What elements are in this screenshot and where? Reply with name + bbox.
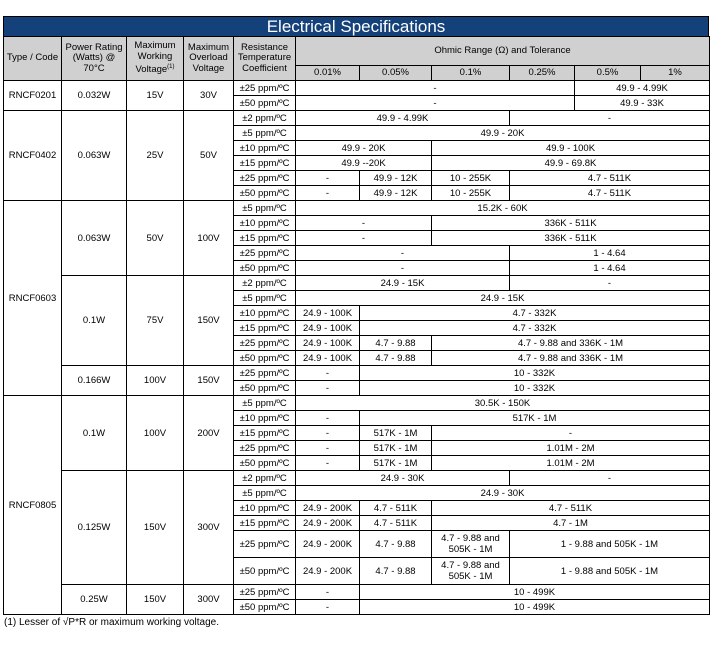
overload-voltage-cell: 150V — [184, 366, 234, 396]
header-max-working-voltage: Maximum Working Voltage$^{(1)}$ — [127, 37, 184, 81]
range-cell: 517K - 1M — [360, 426, 432, 441]
range-cell: 49.9 - 4.99K — [575, 81, 710, 96]
tcr-cell: ±15 ppm/ºC — [234, 231, 296, 246]
range-cell: - — [296, 585, 360, 600]
tcr-cell: ±50 ppm/ºC — [234, 96, 296, 111]
range-cell: 4.7 - 9.88 and 505K - 1M — [432, 531, 510, 558]
range-cell: 1 - 9.88 and 505K - 1M — [510, 531, 710, 558]
range-cell: 49.9 - 69.8K — [432, 156, 710, 171]
header-ohmic-range: Ohmic Range (Ω) and Tolerance — [296, 37, 710, 66]
range-cell: - — [296, 96, 575, 111]
range-cell: 10 - 255K — [432, 186, 510, 201]
tcr-cell: ±25 ppm/ºC — [234, 246, 296, 261]
range-cell: 24.9 - 100K — [296, 321, 360, 336]
tcr-cell: ±25 ppm/ºC — [234, 336, 296, 351]
range-cell: 4.7 - 332K — [360, 321, 710, 336]
range-cell: 517K - 1M — [360, 441, 432, 456]
tcr-cell: ±10 ppm/ºC — [234, 411, 296, 426]
range-cell: - — [296, 426, 360, 441]
tcr-cell: ±25 ppm/ºC — [234, 585, 296, 600]
tcr-cell: ±25 ppm/ºC — [234, 441, 296, 456]
type-code-cell: RNCF0805 — [4, 396, 62, 615]
range-cell: 1.01M - 2M — [432, 456, 710, 471]
tcr-cell: ±50 ppm/ºC — [234, 351, 296, 366]
working-voltage-cell: 150V — [127, 585, 184, 615]
tcr-cell: ±25 ppm/ºC — [234, 171, 296, 186]
range-cell: 15.2K - 60K — [296, 201, 710, 216]
range-cell: 517K - 1M — [360, 411, 710, 426]
overload-voltage-cell: 200V — [184, 396, 234, 471]
tcr-cell: ±5 ppm/ºC — [234, 291, 296, 306]
range-cell: 49.9 - 100K — [432, 141, 710, 156]
tcr-cell: ±25 ppm/ºC — [234, 81, 296, 96]
working-voltage-cell: 50V — [127, 201, 184, 276]
overload-voltage-cell: 50V — [184, 111, 234, 201]
tcr-cell: ±5 ppm/ºC — [234, 486, 296, 501]
tcr-cell: ±50 ppm/ºC — [234, 261, 296, 276]
tcr-cell: ±10 ppm/ºC — [234, 216, 296, 231]
range-cell: - — [296, 411, 360, 426]
power-rating-cell: 0.1W — [62, 396, 127, 471]
range-cell: 49.9 - 12K — [360, 186, 432, 201]
range-cell: 24.9 - 100K — [296, 306, 360, 321]
working-voltage-cell: 150V — [127, 471, 184, 585]
range-cell: 10 - 499K — [360, 600, 710, 615]
range-cell: 4.7 - 511K — [510, 171, 710, 186]
range-cell: 4.7 - 9.88 — [360, 531, 432, 558]
range-cell: 24.9 - 200K — [296, 531, 360, 558]
range-cell: 4.7 - 9.88 — [360, 351, 432, 366]
range-cell: 4.7 - 9.88 — [360, 336, 432, 351]
range-cell: - — [296, 261, 510, 276]
range-cell: - — [296, 441, 360, 456]
range-cell: 1 - 9.88 and 505K - 1M — [510, 558, 710, 585]
header-type-code: Type / Code — [4, 37, 62, 81]
range-cell: - — [296, 246, 510, 261]
range-cell: 4.7 - 511K — [432, 501, 710, 516]
range-cell: 4.7 - 9.88 and 505K - 1M — [432, 558, 510, 585]
range-cell: - — [296, 456, 360, 471]
overload-voltage-cell: 30V — [184, 81, 234, 111]
range-cell: 49.9 - 20K — [296, 141, 432, 156]
range-cell: 4.7 - 9.88 — [360, 558, 432, 585]
header-max-overload-voltage: Maximum Overload Voltage — [184, 37, 234, 81]
range-cell: 4.7 - 332K — [360, 306, 710, 321]
range-cell: - — [510, 276, 710, 291]
header-power-rating: Power Rating (Watts) @ 70°C — [62, 37, 127, 81]
range-cell: 30.5K - 150K — [296, 396, 710, 411]
header-tolerance: 0.5% — [575, 66, 641, 81]
header-tcr: Resistance Temperature Coefficient — [234, 37, 296, 81]
range-cell: 49.9 - 4.99K — [296, 111, 510, 126]
tcr-cell: ±50 ppm/ºC — [234, 186, 296, 201]
range-cell: - — [296, 186, 360, 201]
range-cell: 1 - 4.64 — [510, 261, 710, 276]
range-cell: 24.9 - 100K — [296, 336, 360, 351]
range-cell: - — [510, 111, 710, 126]
range-cell: - — [296, 600, 360, 615]
power-rating-cell: 0.063W — [62, 201, 127, 276]
power-rating-cell: 0.1W — [62, 276, 127, 366]
working-voltage-cell: 25V — [127, 111, 184, 201]
type-code-cell: RNCF0201 — [4, 81, 62, 111]
range-cell: 4.7 - 511K — [360, 501, 432, 516]
range-cell: - — [296, 381, 360, 396]
range-cell: 24.9 - 30K — [296, 486, 710, 501]
range-cell: 10 - 332K — [360, 366, 710, 381]
footnote: (1) Lesser of √P*R or maximum working voltage. — [4, 617, 220, 628]
range-cell: - — [296, 231, 432, 246]
tcr-cell: ±15 ppm/ºC — [234, 321, 296, 336]
range-cell: 49.9 - 20K — [296, 126, 710, 141]
header-tolerance: 1% — [641, 66, 710, 81]
power-rating-cell: 0.063W — [62, 111, 127, 201]
range-cell: 4.7 - 9.88 and 336K - 1M — [432, 351, 710, 366]
table-row — [4, 81, 710, 96]
header-tolerance: 0.05% — [360, 66, 432, 81]
tcr-cell: ±2 ppm/ºC — [234, 276, 296, 291]
range-cell: - — [296, 366, 360, 381]
table-row — [4, 201, 710, 216]
working-voltage-cell: 75V — [127, 276, 184, 366]
spec-sheet — [3, 16, 709, 628]
range-cell: 4.7 - 511K — [510, 186, 710, 201]
type-code-cell: RNCF0603 — [4, 201, 62, 396]
range-cell: 24.9 - 15K — [296, 291, 710, 306]
overload-voltage-cell: 100V — [184, 201, 234, 276]
tcr-cell: ±2 ppm/ºC — [234, 471, 296, 486]
range-cell: 1.01M - 2M — [432, 441, 710, 456]
power-rating-cell: 0.25W — [62, 585, 127, 615]
range-cell: - — [296, 171, 360, 186]
power-rating-cell: 0.032W — [62, 81, 127, 111]
table-row — [4, 276, 710, 291]
range-cell: 24.9 - 200K — [296, 516, 360, 531]
table-row — [4, 585, 710, 600]
tcr-cell: ±50 ppm/ºC — [234, 381, 296, 396]
header-tolerance: 0.25% — [510, 66, 575, 81]
range-cell: 49.9 - 12K — [360, 171, 432, 186]
range-cell: - — [510, 471, 710, 486]
working-voltage-cell: 100V — [127, 366, 184, 396]
range-cell: 24.9 - 15K — [296, 276, 510, 291]
power-rating-cell: 0.166W — [62, 366, 127, 396]
tcr-cell: ±5 ppm/ºC — [234, 201, 296, 216]
range-cell: 10 - 499K — [360, 585, 710, 600]
range-cell: 4.7 - 1M — [432, 516, 710, 531]
tcr-cell: ±50 ppm/ºC — [234, 456, 296, 471]
header-tolerance: 0.01% — [296, 66, 360, 81]
range-cell: 24.9 - 30K — [296, 471, 510, 486]
tcr-cell: ±10 ppm/ºC — [234, 141, 296, 156]
range-cell: 1 - 4.64 — [510, 246, 710, 261]
working-voltage-cell: 100V — [127, 396, 184, 471]
range-cell: 4.7 - 9.88 and 336K - 1M — [432, 336, 710, 351]
range-cell: - — [296, 81, 575, 96]
table-row — [4, 471, 710, 486]
table-row — [4, 396, 710, 411]
range-cell: - — [432, 426, 710, 441]
range-cell: 49.9 --20K — [296, 156, 432, 171]
tcr-cell: ±5 ppm/ºC — [234, 396, 296, 411]
tcr-cell: ±10 ppm/ºC — [234, 501, 296, 516]
range-cell: 24.9 - 100K — [296, 351, 360, 366]
overload-voltage-cell: 300V — [184, 471, 234, 585]
header-tolerance: 0.1% — [432, 66, 510, 81]
table-title: Electrical Specifications — [3, 16, 709, 36]
range-cell: 10 - 332K — [360, 381, 710, 396]
tcr-cell: ±50 ppm/ºC — [234, 600, 296, 615]
range-cell: 24.9 - 200K — [296, 558, 360, 585]
type-code-cell: RNCF0402 — [4, 111, 62, 201]
tcr-cell: ±15 ppm/ºC — [234, 156, 296, 171]
range-cell: 336K - 511K — [432, 216, 710, 231]
overload-voltage-cell: 150V — [184, 276, 234, 366]
power-rating-cell: 0.125W — [62, 471, 127, 585]
range-cell: 24.9 - 200K — [296, 501, 360, 516]
tcr-cell: ±15 ppm/ºC — [234, 426, 296, 441]
tcr-cell: ±10 ppm/ºC — [234, 306, 296, 321]
tcr-cell: ±50 ppm/ºC — [234, 558, 296, 585]
range-cell: - — [296, 216, 432, 231]
range-cell: 336K - 511K — [432, 231, 710, 246]
range-cell: 4.7 - 511K — [360, 516, 432, 531]
working-voltage-cell: 15V — [127, 81, 184, 111]
table-row — [4, 366, 710, 381]
table-row — [4, 111, 710, 126]
overload-voltage-cell: 300V — [184, 585, 234, 615]
tcr-cell: ±25 ppm/ºC — [234, 366, 296, 381]
range-cell: 49.9 - 33K — [575, 96, 710, 111]
range-cell: 10 - 255K — [432, 171, 510, 186]
tcr-cell: ±5 ppm/ºC — [234, 126, 296, 141]
tcr-cell: ±15 ppm/ºC — [234, 516, 296, 531]
range-cell: 517K - 1M — [360, 456, 432, 471]
electrical-specifications-table — [3, 36, 710, 615]
tcr-cell: ±2 ppm/ºC — [234, 111, 296, 126]
tcr-cell: ±25 ppm/ºC — [234, 531, 296, 558]
